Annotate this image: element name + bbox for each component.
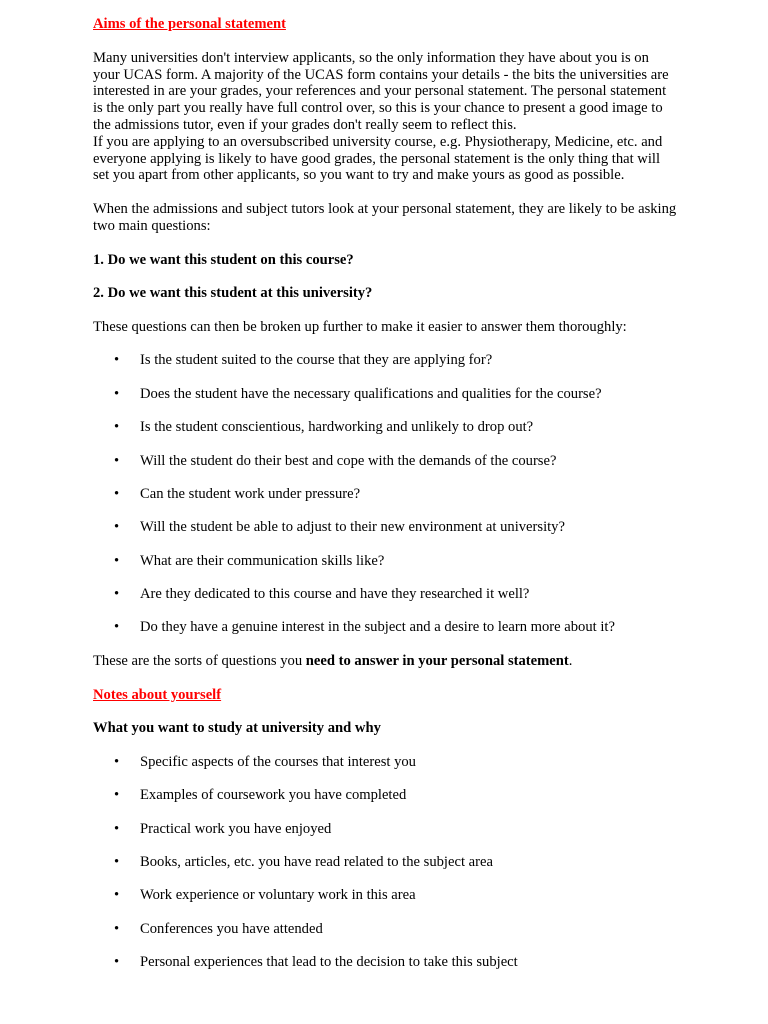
list-item-text: Will the student do their best and cope with the demands of the course? [140, 452, 557, 469]
list-item [93, 787, 678, 804]
section-heading-aims: Aims of the personal statement [93, 16, 286, 32]
list-item [93, 854, 678, 871]
list-item [93, 821, 678, 838]
main-question-1: 1. Do we want this student on this course? [93, 251, 354, 268]
closing-paragraph [93, 653, 678, 670]
list-item-text: Do they have a genuine interest in the subject and a desire to learn more about it? [140, 619, 615, 636]
broken-up-paragraph: These questions can then be broken up further to make it easier to answer them thoroughly: [93, 318, 627, 335]
list-item [93, 954, 678, 971]
bullet-icon: • [114, 419, 120, 436]
list-item-text: Is the student suited to the course that they are applying for? [140, 352, 493, 369]
bullet-icon: • [114, 452, 120, 469]
list-item-text: Will the student be able to adjust to their new environment at university? [140, 519, 565, 536]
list-item [93, 586, 678, 603]
bullet-icon: • [114, 920, 120, 937]
list-item-text: Examples of coursework you have completed [140, 787, 407, 804]
list-item-text: Books, articles, etc. you have read related to the subject area [140, 854, 493, 871]
section-heading-notes: Notes about yourself [93, 686, 222, 703]
list-item [93, 921, 678, 938]
closing-text-bold: need to answer in your personal statement [305, 652, 569, 669]
list-item [93, 754, 678, 771]
bullet-icon: • [114, 954, 120, 971]
list-item [93, 619, 678, 636]
list-item [93, 486, 678, 503]
document-page [93, 16, 678, 988]
list-item [93, 352, 678, 369]
bullet-icon: • [114, 887, 120, 904]
list-item-text: Work experience or voluntary work in this area [140, 887, 416, 904]
list-item-text: Practical work you have enjoyed [140, 820, 332, 837]
bullet-icon: • [114, 519, 120, 536]
bullet-icon: • [114, 854, 120, 871]
list-item [93, 453, 678, 470]
bullet-icon: • [114, 753, 120, 770]
list-item [93, 386, 678, 403]
bullet-icon: • [114, 352, 120, 369]
list-item-text: Does the student have the necessary qualifications and qualities for the course? [140, 385, 602, 402]
list-item-text: Conferences you have attended [140, 920, 323, 937]
list-item [93, 419, 678, 436]
main-question-2: 2. Do we want this student at this university? [93, 285, 373, 302]
closing-text-end: . [568, 652, 573, 669]
closing-text-start: These are the sorts of questions you [93, 652, 306, 669]
list-item-text: Can the student work under pressure? [140, 485, 361, 502]
bullet-icon: • [114, 552, 120, 569]
bullet-icon: • [114, 485, 120, 502]
study-subheading: What you want to study at university and why [93, 720, 381, 737]
bullet-icon: • [114, 820, 120, 837]
bullet-icon: • [114, 385, 120, 402]
list-item-text: Specific aspects of the courses that interest you [140, 753, 416, 770]
intro-paragraph-1: Many universities don't interview applicants, so the only information they have about you is on your UCAS form. A majority of the UCAS form contains your details - the bits the universities are interested in are your grades, your references and your personal statement. The personal statement is the only part you really have full control over, so this is your chance to present a good image to the admissions tutor, even if your grades don't really seem to reflect this. [93, 49, 669, 133]
list-item [93, 887, 678, 904]
list-item [93, 553, 678, 570]
list-item-text: What are their communication skills like? [140, 552, 385, 569]
intro-paragraph-2: If you are applying to an oversubscribed university course, e.g. Physiotherapy, Medicine, etc. and everyone applying is likely to have good grades, the personal statement is the only thing that will set you apart from other applicants, so you want to try and make yours as good as possible. [93, 133, 663, 184]
questions-list [93, 352, 678, 636]
list-item-text: Personal experiences that lead to the decision to take this subject [140, 954, 518, 971]
bullet-icon: • [114, 586, 120, 603]
bullet-icon: • [114, 619, 120, 636]
list-item [93, 519, 678, 536]
bullet-icon: • [114, 787, 120, 804]
tutors-paragraph: When the admissions and subject tutors look at your personal statement, they are likely to be asking two main questions: [93, 201, 677, 234]
list-item-text: Are they dedicated to this course and have they researched it well? [140, 586, 530, 603]
list-item-text: Is the student conscientious, hardworking and unlikely to drop out? [140, 419, 534, 436]
notes-list [93, 754, 678, 971]
